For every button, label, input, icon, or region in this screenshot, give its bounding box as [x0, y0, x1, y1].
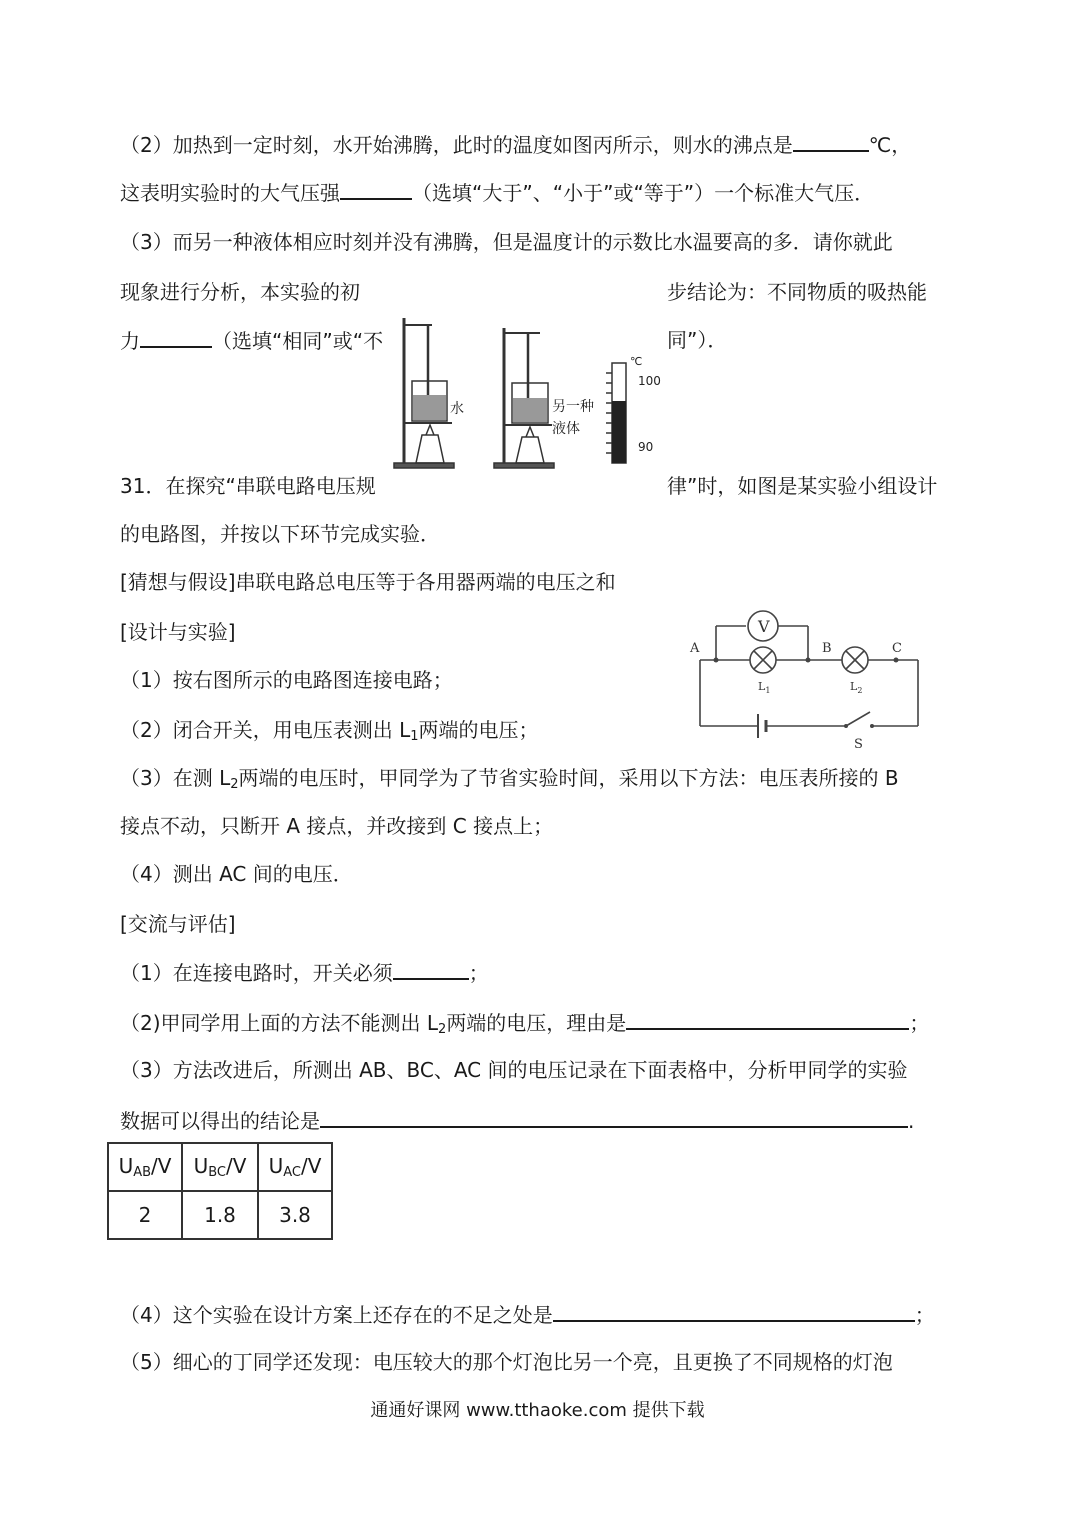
node-a: A: [690, 641, 700, 656]
q30-p2-line2: 这表明实验时的大气压强 （选填“大于”、“小于”或“等于”）一个标准大气压．: [120, 178, 874, 207]
q30-p3-line3: 力 （选填“相同”或“不: [120, 326, 383, 355]
table-header-row: [108, 1143, 332, 1191]
q30-p3-line3c: 同”）．: [667, 328, 728, 352]
eval-1: （1）在连接电路时，开关必须 ；: [120, 958, 489, 987]
step-4: （4）测出 AC 间的电压．: [120, 862, 353, 886]
thermo-unit: ℃: [630, 355, 643, 368]
design-heading: [设计与实验]: [120, 620, 236, 644]
thermo-tick-90: 90: [638, 440, 654, 454]
table-row: [108, 1191, 332, 1239]
heat-capacity-blank[interactable]: [140, 326, 212, 348]
q31-line1a: 31．在探究“串联电路电压规: [120, 474, 376, 498]
header-ubc: $U_{BC}/V$: [182, 1143, 258, 1191]
eval-3-line2: 数据可以得出的结论是 .: [120, 1106, 914, 1135]
thermo-tick-100: 100: [638, 374, 661, 388]
node-b: B: [822, 641, 832, 656]
step-3: （3）在测 $L_2$两端的电压时，甲同学为了节省实验时间，采用以下方法：电压表所接的 B: [120, 766, 899, 792]
circuit-diagram: [686, 606, 931, 754]
lamp-l1-label: $L_1$: [758, 680, 771, 695]
q31-line1b: 律”时，如图是某实验小组设计: [667, 474, 938, 498]
switch-state-blank[interactable]: [393, 958, 469, 980]
label-other-liquid-1: 另一种: [552, 399, 594, 415]
value-ubc: 1.8: [182, 1191, 258, 1239]
switch-s: [846, 712, 870, 726]
heating-apparatus-figure: [392, 313, 667, 473]
value-uab: 2: [108, 1191, 182, 1239]
voltage-table: [107, 1142, 333, 1240]
reason-blank[interactable]: [626, 1008, 909, 1030]
q31-line2: 的电路图，并按以下环节完成实验．: [120, 522, 440, 546]
shortcoming-blank[interactable]: [553, 1300, 915, 1322]
label-water: 水: [450, 401, 464, 417]
step-1: （1）按右图所示的电路图连接电路；: [120, 668, 453, 692]
eval-heading: [交流与评估]: [120, 912, 236, 936]
header-uac: $U_{AC}/V$: [258, 1143, 332, 1191]
conclusion-blank[interactable]: [320, 1106, 908, 1128]
pressure-blank[interactable]: [340, 178, 412, 200]
boiling-point-blank[interactable]: [793, 130, 869, 152]
q30-p3-line1: （3）而另一种液体相应时刻并没有沸腾，但是温度计的示数比水温要高的多．请你就此: [120, 230, 893, 254]
q31-hypothesis: [猜想与假设]串联电路总电压等于各用器两端的电压之和: [120, 570, 616, 594]
label-other-liquid-2: 液体: [552, 421, 580, 437]
page-footer: 通通好课网 www.tthaoke.com 提供下载: [370, 1400, 705, 1421]
eval-4: （4）这个实验在设计方案上还存在的不足之处是 ；: [120, 1300, 935, 1329]
eval-5: （5）细心的丁同学还发现：电压较大的那个灯泡比另一个亮，且更换了不同规格的灯泡: [120, 1350, 893, 1374]
eval-3-line1: （3）方法改进后，所测出 AB、BC、AC 间的电压记录在下面表格中，分析甲同学的实验: [120, 1058, 908, 1082]
mercury-column: [612, 401, 626, 463]
lamp-l2-label: $L_2$: [850, 680, 863, 695]
eval-2: （2)甲同学用上面的方法不能测出 $L_2$两端的电压，理由是 ；: [120, 1008, 929, 1044]
voltmeter-label: V: [758, 617, 770, 636]
header-uab: $U_{AB}/V$: [108, 1143, 182, 1191]
q30-p3-line2a: 现象进行分析，本实验的初: [120, 280, 360, 304]
q30-p2-line1: （2）加热到一定时刻，水开始沸腾，此时的温度如图丙所示，则水的沸点是 ℃，: [120, 130, 911, 159]
switch-label: S: [854, 737, 863, 752]
step-3-line2: 接点不动，只断开 A 接点，并改接到 C 接点上；: [120, 814, 554, 838]
burner-2: [516, 437, 544, 463]
value-uac: 3.8: [258, 1191, 332, 1239]
step-2: （2）闭合开关，用电压表测出 $L_1$两端的电压；: [120, 718, 539, 744]
node-c: C: [892, 641, 902, 656]
burner-1: [416, 435, 444, 463]
q30-p3-line2b: 步结论为：不同物质的吸热能: [667, 280, 927, 304]
